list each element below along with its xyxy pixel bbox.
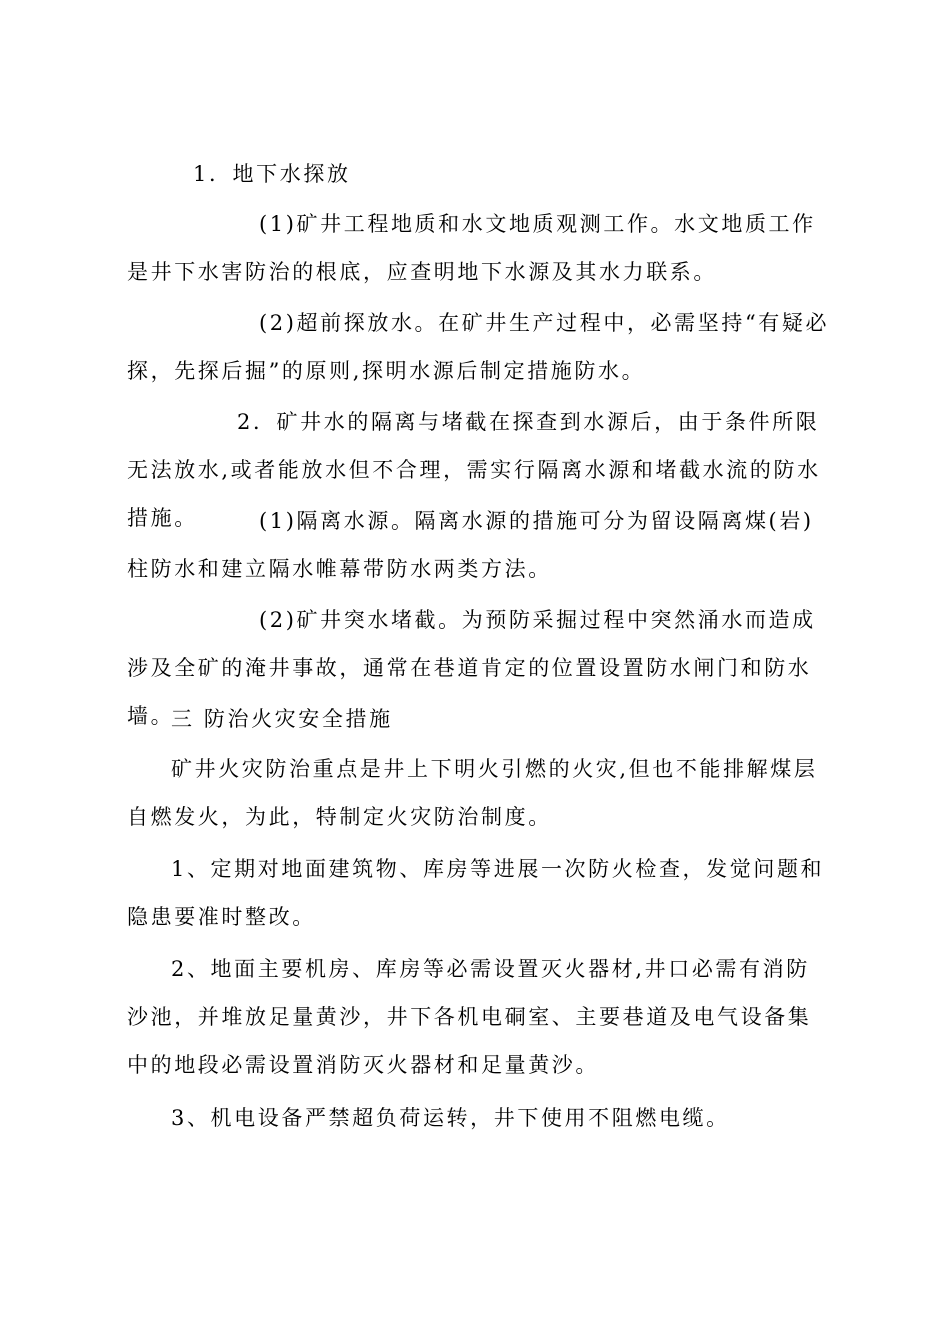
list-item-fire-equipment: 2、地面主要机房、库房等必需设置灭火器材,井口必需有消防沙池，并堆放足量黄沙，井下各机电硐室、主要巷道及电气设备集中的地段必需设置消防灭火器材和足量黄沙。 (127, 957, 812, 1077)
paragraph-fire-prevention-intro: 矿井火灾防治重点是井上下明火引燃的火灾,但也不能排解煤层自燃发火，为此，特制定火灾防治制度。 (127, 757, 818, 829)
paragraph-isolate-source: (1)隔离水源。隔离水源的措施可分为留设隔离煤(岩)柱防水和建立隔水帷幕带防水两类方法。 (127, 509, 814, 581)
section-heading-isolation: 2．矿井水的隔离与堵截在探查到水源后，由于条件所限无法放水,或者能放水但不合理，需实行隔离水源和堵截水流的防水措施。 (127, 410, 821, 530)
paragraph-geology-observation: (1)矿井工程地质和水文地质观测工作。水文地质工作是井下水害防治的根底，应查明地下水源及其水力联系。 (127, 212, 816, 284)
paragraph-inrush-blocking: (2)矿井突水堵截。为预防采掘过程中突然涌水而造成涉及全矿的淹井事故，通常在巷道肯定的位置设置防水闸门和防水墙。 (127, 608, 816, 728)
list-item-electrical-safety: 3、机电设备严禁超负荷运转，井下使用不阻燃电缆。 (171, 1106, 730, 1130)
section-heading-fire-safety: 三 防治火灾安全措施 (171, 707, 393, 731)
list-item-fire-inspection: 1、定期对地面建筑物、库房等进展一次防火检查，发觉问题和隐患要准时整改。 (127, 857, 825, 929)
section-heading-groundwater: 1．地下水探放 (193, 162, 351, 186)
paragraph-advance-drainage: (2)超前探放水。在矿井生产过程中，必需坚持“有疑必探，先探后掘”的原则,探明水源后制定措施防水。 (127, 311, 830, 383)
